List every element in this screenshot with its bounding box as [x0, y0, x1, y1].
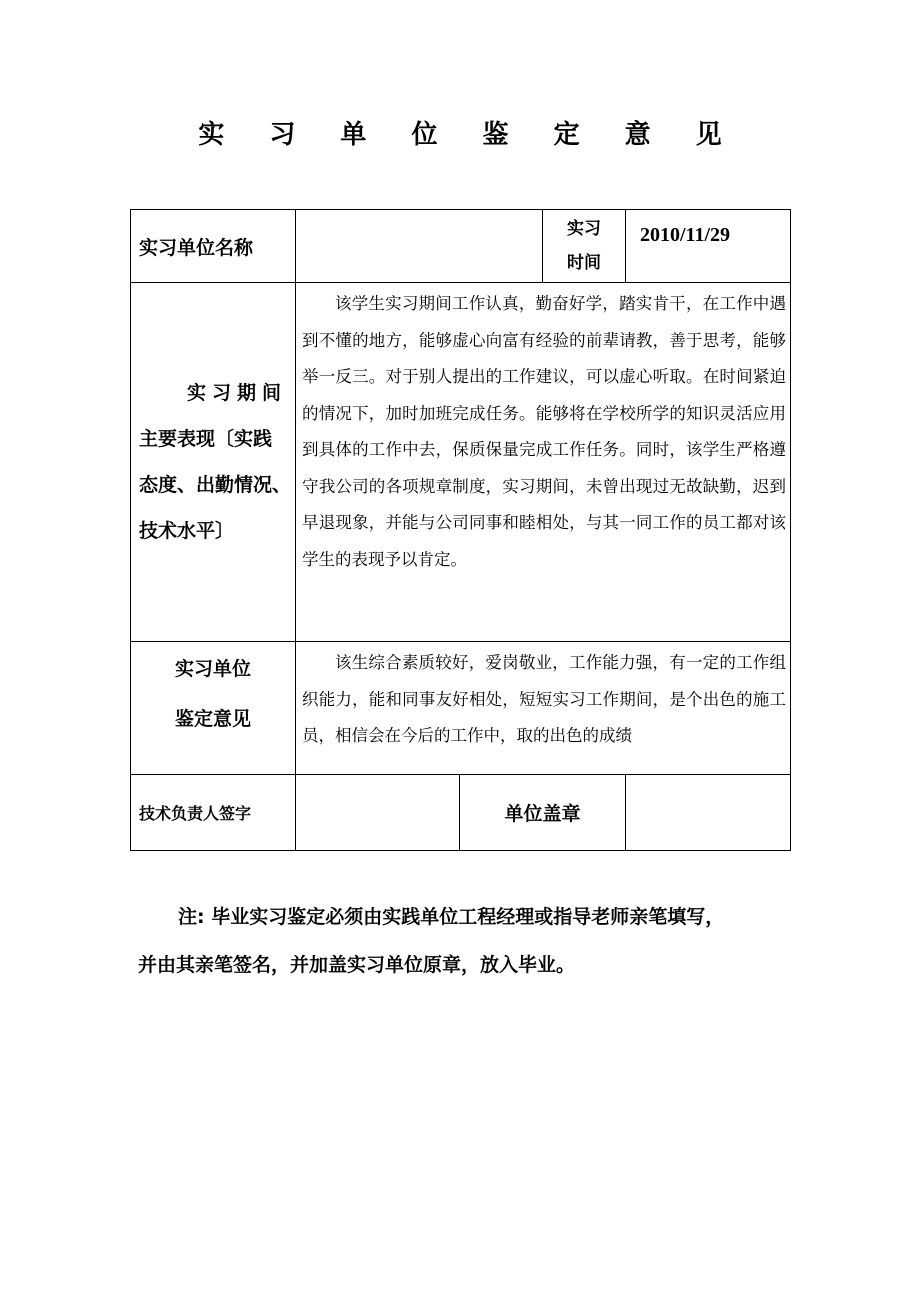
seal-field[interactable]: [626, 775, 791, 851]
footnote-line1: 注: 毕业实习鉴定必须由实践单位工程经理或指导老师亲笔填写，: [178, 906, 725, 928]
performance-label-line3: 态度、出勤情况、: [139, 474, 292, 496]
seal-label: 单位盖章: [460, 775, 626, 851]
form-row-performance: [131, 283, 791, 642]
form-row-unit: [131, 210, 791, 283]
performance-label-line2: 主要表现〔实践: [139, 428, 273, 450]
signature-label: 技术负责人签字: [131, 775, 296, 851]
evaluation-form-table: [130, 209, 791, 851]
footnote-line2: 并由其亲笔签名，并加盖实习单位原章，放入毕业。: [138, 954, 576, 976]
internship-time-label-line2: 时间: [567, 253, 601, 273]
performance-label-line4: 技术水平〕: [139, 520, 235, 542]
evaluation-label-line2: 鉴定意见: [174, 708, 251, 730]
footnote: [138, 893, 798, 989]
evaluation-label: [131, 642, 296, 775]
performance-label: [131, 283, 296, 642]
performance-label-line1: 实习期间: [186, 382, 287, 404]
unit-name-label: 实习单位名称: [131, 210, 296, 283]
internship-time-label-line1: 实习: [567, 219, 601, 239]
form-row-signature: [131, 775, 791, 851]
form-row-evaluation: [131, 642, 791, 775]
internship-time-value[interactable]: 2010/11/29: [626, 210, 791, 283]
page-title: 实 习 单 位 鉴 定 意 见: [198, 120, 740, 150]
performance-text[interactable]: 该学生实习期间工作认真，勤奋好学，踏实肯干，在工作中遇到不懂的地方，能够虚心向富有经验的前辈请教，善于思考，能够举一反三。对于别人提出的工作建议，可以虚心听取。在时间紧迫的情况下，加时加班完成任务。能够将在学校所学的知识灵活应用到具体的工作中去，保质保量完成工作任务。同时，该学生严格遵守我公司的各项规章制度，实习期间，未曾出现过无故缺勤，迟到早退现象，并能与公司同事和睦相处，与其一同工作的员工都对该学生的表现予以肯定。: [296, 283, 791, 642]
evaluation-text[interactable]: 该生综合素质较好，爱岗敬业，工作能力强，有一定的工作组织能力，能和同事友好相处，短短实习工作期间，是个出色的施工员，相信会在今后的工作中，取的出色的成绩: [296, 642, 791, 775]
internship-time-label: [543, 210, 626, 283]
evaluation-label-line1: 实习单位: [174, 658, 251, 680]
unit-name-field[interactable]: [296, 210, 543, 283]
signature-field[interactable]: [296, 775, 460, 851]
